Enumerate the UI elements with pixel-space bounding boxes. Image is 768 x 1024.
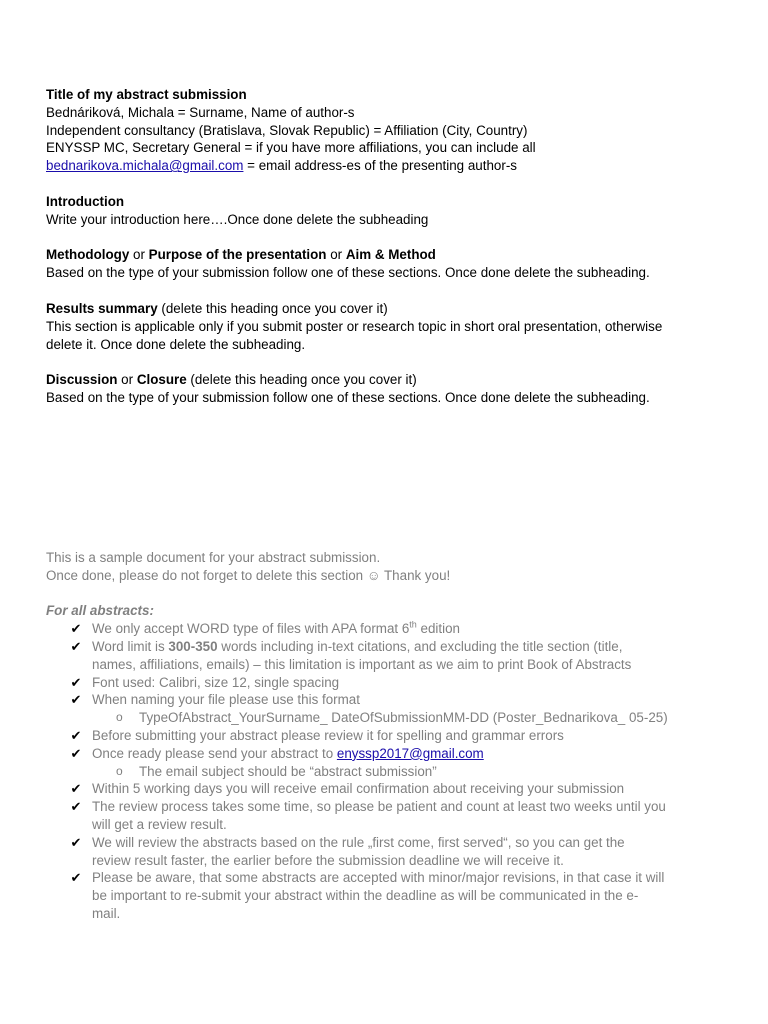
email-line (46, 157, 726, 175)
list-item (46, 834, 726, 870)
item-text-line-2: be important to re-submit your abstract within the deadline as will be communicated in the e- (92, 888, 639, 904)
results-heading-line (46, 300, 726, 318)
checkmark-icon: ✔ (70, 638, 82, 654)
item-text: Within 5 working days you will receive email confirmation about receiving your submission (92, 781, 625, 797)
item-text: Once ready please send your abstract to (92, 745, 337, 761)
introduction-section (46, 193, 726, 229)
results-body-line-2: delete it. Once done delete the subheading. (46, 336, 306, 352)
item-text: Word limit is (92, 638, 169, 654)
list-item (46, 620, 726, 638)
email-note: = email address-es of the presenting author-s (243, 158, 517, 174)
list-item (46, 638, 726, 674)
instructions-intro-1: This is a sample document for your abstract submission. (46, 550, 381, 565)
methodology-heading-1: Methodology (46, 247, 130, 262)
discussion-or: or (117, 372, 137, 387)
checkmark-icon: ✔ (70, 745, 82, 761)
results-body-line-1: This section is applicable only if you submit poster or research topic in short oral presentation, otherwise (46, 318, 663, 334)
abstract-header (46, 86, 726, 175)
checkmark-icon: ✔ (70, 621, 82, 637)
item-text-end: edition (416, 621, 460, 637)
checkmark-icon: ✔ (70, 870, 82, 886)
item-text-end: words including in-text citations, and excluding the title section (title, (217, 638, 623, 654)
results-note: (delete this heading once you cover it) (157, 301, 388, 316)
item-text: Before submitting your abstract please review it for spelling and grammar errors (92, 727, 564, 743)
results-section (46, 300, 726, 353)
methodology-section (46, 246, 726, 282)
sub-bullet-icon: o (116, 763, 123, 778)
item-text-line-2: names, affiliations, emails) – this limitation is important as we aim to print Book of Abstracts (92, 656, 632, 672)
introduction-body: Write your introduction here….Once done delete the subheading (46, 211, 429, 227)
methodology-body: Based on the type of your submission follow one of these sections. Once done delete the subheading. (46, 264, 650, 280)
instructions-section (46, 549, 726, 923)
item-text: Font used: Calibri, size 12, single spacing (92, 674, 340, 690)
list-item (46, 745, 726, 763)
list-item (46, 727, 726, 745)
methodology-heading-2: Purpose of the presentation (148, 247, 327, 262)
checkmark-icon: ✔ (70, 727, 82, 743)
sub-item-text: The email subject should be “abstract submission” (139, 763, 437, 779)
item-text: The review process takes some time, so please be patient and count at least two weeks until you (92, 799, 666, 815)
item-text-line-3: mail. (92, 905, 121, 921)
item-text: Please be aware, that some abstracts are accepted with minor/major revisions, in that case it will (92, 870, 665, 886)
closure-heading: Closure (136, 372, 187, 387)
sub-bullet-icon: o (116, 710, 123, 725)
discussion-note: (delete this heading once you cover it) (186, 372, 417, 387)
list-item (46, 691, 726, 709)
discussion-section (46, 371, 726, 407)
instructions-intro-2: Once done, please do not forget to delete this section ☺ Thank you! (46, 567, 451, 583)
checkmark-icon: ✔ (70, 692, 82, 708)
methodology-heading-3: Aim & Method (345, 247, 436, 262)
abstract-title: Title of my abstract submission (46, 87, 247, 102)
discussion-body: Based on the type of your submission follow one of these sections. Once done delete the subheading. (46, 389, 650, 405)
sub-list-item (46, 709, 726, 727)
results-heading: Results summary (46, 301, 158, 316)
checkmark-icon: ✔ (70, 674, 82, 690)
checkmark-icon: ✔ (70, 799, 82, 815)
author-line: Bednáriková, Michala = Surname, Name of author-s (46, 104, 355, 120)
list-item (46, 798, 726, 834)
methodology-heading (46, 246, 726, 264)
submission-email-link[interactable]: enyssp2017@gmail.com (336, 745, 484, 761)
affiliation-line-1: Independent consultancy (Bratislava, Slovak Republic) = Affiliation (City, Country) (46, 122, 528, 138)
item-text: We only accept WORD type of files with APA format 6 (92, 621, 410, 637)
discussion-heading-line (46, 371, 726, 389)
sub-item-text: TypeOfAbstract_YourSurname_ DateOfSubmissionMM-DD (Poster_Bednarikova_ 05-25) (139, 710, 668, 726)
item-text-line-2: review result faster, the earlier before the submission deadline we will receive it. (92, 852, 564, 868)
introduction-heading: Introduction (46, 194, 125, 209)
item-text: We will review the abstracts based on the rule „first come, first served“, so you can get the (92, 834, 625, 850)
word-limit: 300-350 (168, 638, 218, 654)
list-item (46, 674, 726, 692)
item-text-line-2: will get a review result. (92, 816, 227, 832)
methodology-or-2: or (326, 247, 346, 262)
checkmark-icon: ✔ (70, 781, 82, 797)
discussion-heading: Discussion (46, 372, 118, 387)
item-text: When naming your file please use this format (92, 692, 360, 708)
affiliation-line-2: ENYSSP MC, Secretary General = if you have more affiliations, you can include all (46, 140, 536, 156)
requirements-list (46, 620, 726, 923)
author-email-link[interactable]: bednarikova.michala@gmail.com (46, 158, 244, 174)
list-item (46, 780, 726, 798)
methodology-or-1: or (129, 247, 149, 262)
sub-list-item (46, 763, 726, 781)
list-item (46, 869, 726, 922)
checkmark-icon: ✔ (70, 834, 82, 850)
superscript: th (409, 619, 417, 630)
for-all-abstracts-label: For all abstracts: (46, 603, 154, 619)
